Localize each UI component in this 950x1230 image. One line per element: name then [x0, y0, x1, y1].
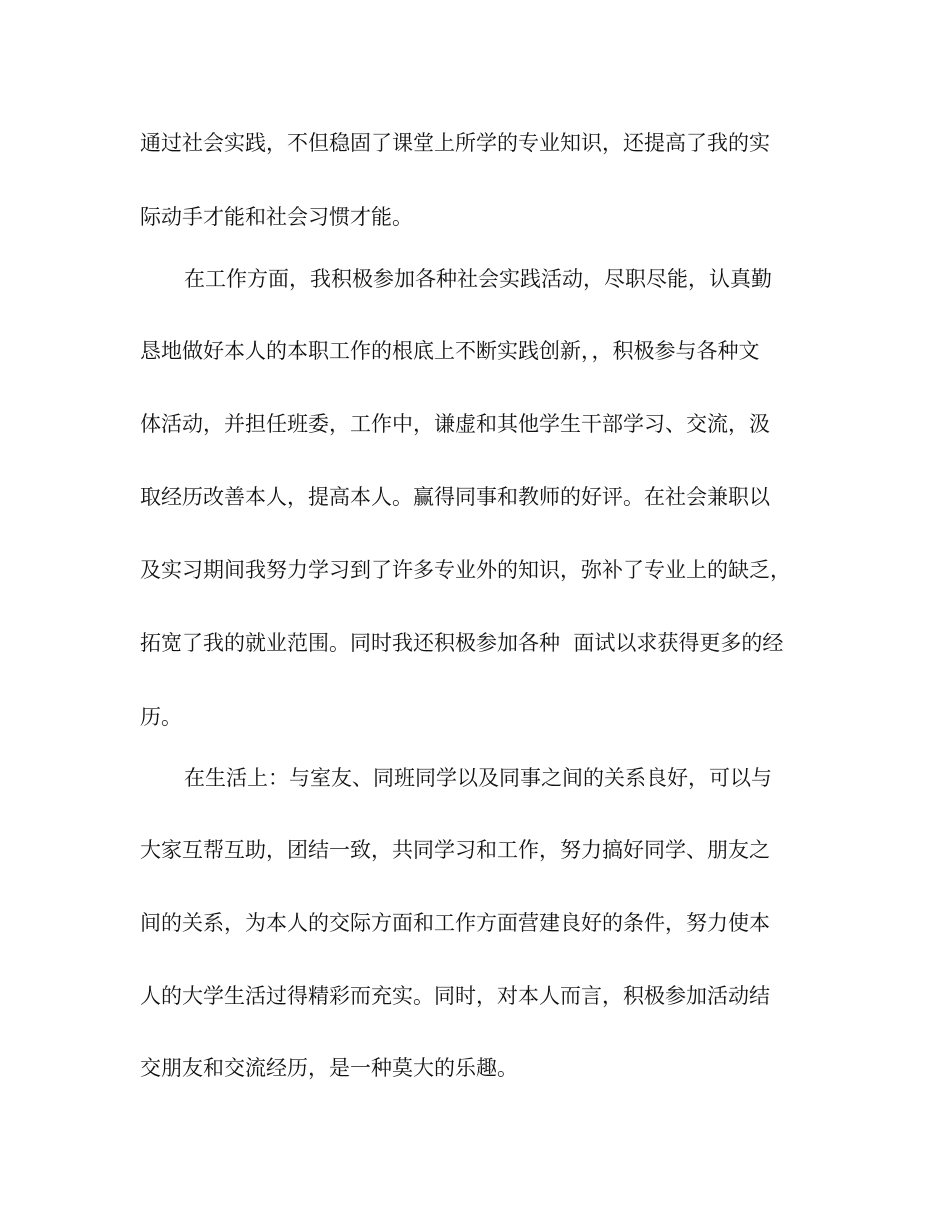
paragraph-start-line: 在生活上：与室友、同班同学以及同事之间的关系良好，可以与 — [184, 766, 772, 790]
text-line: 恳地做好本人的本职工作的根底上不断实践创新，，积极参与各种文 — [140, 339, 760, 363]
paragraph-start-line: 在工作方面，我积极参加各种社会实践活动，尽职尽能，认真勤 — [184, 267, 772, 291]
text-line: 间的关系，为本人的交际方面和工作方面营建良好的条件，努力使本 — [140, 911, 770, 935]
text-line: 大家互帮互助，团结一致，共同学习和工作，努力搞好同学、朋友之 — [140, 838, 770, 862]
text-line: 体活动，并担任班委，工作中，谦虚和其他学生干部学习、交流，汲 — [140, 412, 770, 436]
text-line: 历。 — [140, 705, 182, 729]
text-line: 交朋友和交流经历，是一种莫大的乐趣。 — [140, 1056, 518, 1080]
text-line: 人的大学生活过得精彩而充实。同时，对本人而言，积极参加活动结 — [140, 984, 770, 1008]
text-line: 取经历改善本人，提高本人。赢得同事和教师的好评。在社会兼职以 — [140, 485, 770, 509]
text-line: 拓宽了我的就业范围。同时我还积极参加各种 面试以求获得更多的经 — [140, 631, 784, 655]
text-line: 际动手才能和社会习惯才能。 — [140, 205, 413, 229]
text-line: 及实习期间我努力学习到了许多专业外的知识，弥补了专业上的缺乏， — [140, 558, 791, 582]
text-line: 通过社会实践，不但稳固了课堂上所学的专业知识，还提高了我的实 — [140, 131, 770, 155]
